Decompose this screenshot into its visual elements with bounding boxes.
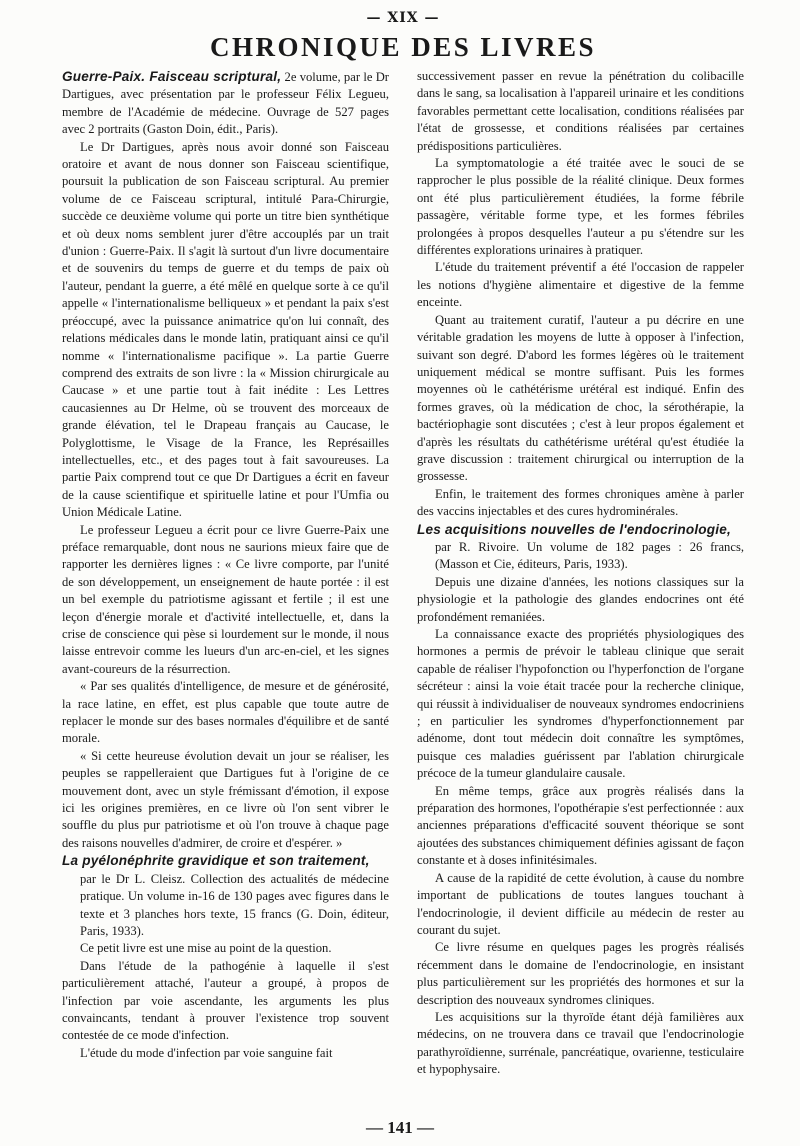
paragraph: « Par ses qualités d'intelligence, de mesure et de générosité, la race latine, en effet, est plus capable que toute autre de replacer le monde sur des bases normales d'équilibre et de santé morale. — [62, 679, 389, 746]
paragraph: Les acquisitions sur la thyroïde étant déjà familières aux médecins, on ne trouvera dans ce travail que l'endocrinologie parathyroïdienne, surrénale, pancréatique, ovarienne, testiculaire et hypophysaire. — [417, 1009, 744, 1077]
paragraph: La symptomatologie a été traitée avec le souci de se rapprocher le plus possible de la réalité clinique. Deux formes ont été plus particulièrement étudiées, la forme fébrile passagère, véritable forme type, et les formes fébriles prolongées à propos desquelles l'auteur a pu s'étendre sur les différentes explorations urinaires à pratiquer. — [417, 156, 744, 258]
paragraph: Le Dr Dartigues, après nous avoir donné son Faisceau oratoire et avant de nous donner son Faisceau scientifique, poursuit la publication de son Faisceau scriptural. Au premier volume de ce Faisceau scriptural, intitulé Para-Chirurgie, succède ce deuxième volume qui porte un titre bien synthétique et où deux noms semblent jurer d'être accouplés par un trait d'union : Guerre-Paix. Il s'agit là surtout d'un livre documentaire et de souvenirs du temps de guerre et du temps de paix où l'auteur, pendant la guerre, a été mêlé en quelque sorte à ce qu'il appelle « l'internationalisme belliqueux » et pendant la paix s'est préoccupé, avec la puissance animatrice qu'on lui connaît, des relations médicales dans le monde latin, pratiquant ainsi ce qu'il nomme « l'internationalisme pacifique ». La partie Guerre comprend des extraits de son livre : la « Mission chirurgicale au Caucase » et une partie tout à fait inédite : Les Lettres caucasiennes au Dr Helme, où se trouvent des morceaux de grande élévation, tel le Drapeau français au Caucase, le Polyglottisme, le Visage de la France, les Représailles intellectuelles, etc., et des pages tout à fait savoureuses. La partie Paix comprend tout ce que Dr Dartigues a écrit en faveur de la cause scientifique et spirituelle latine et pour l'Umfia ou Union Médicale Latine. — [62, 139, 389, 520]
paragraph: A cause de la rapidité de cette évolution, à cause du nombre important de publications de toutes langues touchant à l'endocrinologie, il devient difficile au médecin de rester au courant du sujet. — [417, 870, 744, 937]
paragraph: Ce petit livre est une mise au point de la question. — [80, 941, 332, 956]
paragraph-continued: successivement passer en revue la pénétration du colibacille dans le sang, sa localisation à l'appareil urinaire et les conditions favorables permettant cette localisation, conditions réalisées par l'état de grossesse, et conditions réalisées par certaines prédispositions particulières. — [417, 69, 744, 153]
section-title: CHRONIQUE DES LIVRES — [209, 32, 597, 62]
paragraph: L'étude du mode d'infection par voie sanguine fait — [80, 1045, 333, 1060]
paragraph: Enfin, le traitement des formes chroniques amène à parler des vaccins injectables et des cures hydrominérales. — [417, 486, 744, 519]
paragraph: Quant au traitement curatif, l'auteur a pu décrire en une véritable gradation les moyens de lutte à opposer à l'infection, suivant son degré. D'abord les formes légères où le traitement uniquement médical se montre suffisant. Puis les formes moyennes où le cathétérisme urétéral est indiqué. Enfin des formes graves, où la médication de choc, la sérothérapie, la bactériophagie sont discutées ; c'est à leur propos également et d'après les résultats du cathétérisme urétéral qu'est étudiée la grave discussion : traitement chirurgical ou interruption de la grossesse. — [417, 312, 744, 484]
paragraph: Ce livre résume en quelques pages les progrès réalisés récemment dans le domaine de l'endocrinologie, en insistant plus particulièrement sur les propriétés des hormones et sur la description des nouveaux syndromes cliniques. — [417, 940, 744, 1007]
paragraph: Le professeur Legueu a écrit pour ce livre Guerre-Paix une préface remarquable, dont nous ne saurions mieux faire que de rapporter les dernières lignes : « Ce livre comporte, par l'unité de son développement, un enseignement de haute portée : il est un bel exemple du patriotisme agissant et fertile ; il est une leçon d'énergie morale et d'activité intellectuelle, et, dans la crise de conscience qui pèse si lourdement sur le monde, il nous laisse entrevoir comme les lueurs d'un arc-en-ciel, et les signes avant-coureurs de la résurrection. — [62, 522, 389, 676]
left-column — [62, 68, 389, 1079]
review-pyelonephrite-heading — [62, 852, 389, 870]
review-reference: par le Dr L. Cleisz. Collection des actualités de médecine pratique. Un volume in-16 de 130 pages avec figures dans le texte et 3 planches hors texte, 15 francs (G. Doin, éditeur, Paris, 1933). — [80, 871, 389, 938]
review-title: La pyélonéphrite gravidique et son traitement, — [62, 853, 370, 869]
two-column-body — [62, 68, 744, 1079]
review-reference: par R. Rivoire. Un volume de 182 pages : 26 francs, (Masson et Cie, éditeurs, Paris, 1933). — [435, 539, 744, 572]
right-column — [417, 68, 744, 1079]
paragraph: Dans l'étude de la pathogénie à laquelle il s'est particulièrement attaché, l'auteur a groupé, à propos de l'infection par voie ascendante, les arguments les plus convaincants, tendant à prouver l'existence trop souvent contestée de ce mode d'infection. — [62, 958, 389, 1043]
review-endocrinologie-heading — [417, 521, 744, 539]
review-title: Les acquisitions nouvelles de l'endocrinologie, — [417, 521, 732, 537]
review-guerre-paix-heading — [62, 68, 389, 139]
paragraph: Depuis une dizaine d'années, les notions classiques sur la physiologie et la pathologie des glandes endocrines ont été profondément remaniées. — [417, 574, 744, 624]
roman-page-folio: — XIX — — [366, 10, 440, 26]
paragraph: « Si cette heureuse évolution devait un jour se réaliser, les peuples se rappelleraient que Dartigues fut à l'origine de ce mouvement dont, avec un style frémissant d'émotion, il expose ici les origines premières, en ce livre où l'on sent vibrer le souffle du plus pur patriotisme et où l'on trouve à chaque page des raisons nouvelles d'admirer, de croire et d'espérer. » — [62, 748, 389, 850]
paragraph: La connaissance exacte des propriétés physiologiques des hormones a permis de prévoir le tableau clinique que serait capable de réaliser l'hypofonction ou l'hyperfonction de l'organe sécréteur : ainsi la voie était tracée pour la recherche clinique, qui réussit à individualiser de nouveaux syndromes endocriniens ; en particulier les syndromes d'hyperfonctionnement par adénome, dont tout médecin doit connaître les symptômes, puisque ces maladies guérissent par l'ablation chirurgicale précoce de la tumeur glandulaire causale. — [417, 627, 744, 781]
page-number: — 141 — — [366, 1118, 434, 1137]
review-title: Guerre-Paix. Faisceau scriptural, — [62, 69, 282, 84]
review-reference: 2e volume, par le Dr Dartigues, avec présentation par le professeur Félix Legueu, membre de l'Académie de médecine. Ouvrage de 527 pages avec 2 portraits (Gaston Doin, édit., Paris). — [62, 70, 389, 137]
paragraph: L'étude du traitement préventif a été l'occasion de rappeler les notions d'hygiène alimentaire et digestive de la femme enceinte. — [417, 260, 744, 310]
paragraph: En même temps, grâce aux progrès réalisés dans la préparation des hormones, l'opothérapie s'est perfectionnée : aux anciennes préparations d'efficacité souvent théorique se sont ajoutées des substances chimiquement définies agissant de façon constante et à doses infinitésimales. — [417, 783, 744, 868]
